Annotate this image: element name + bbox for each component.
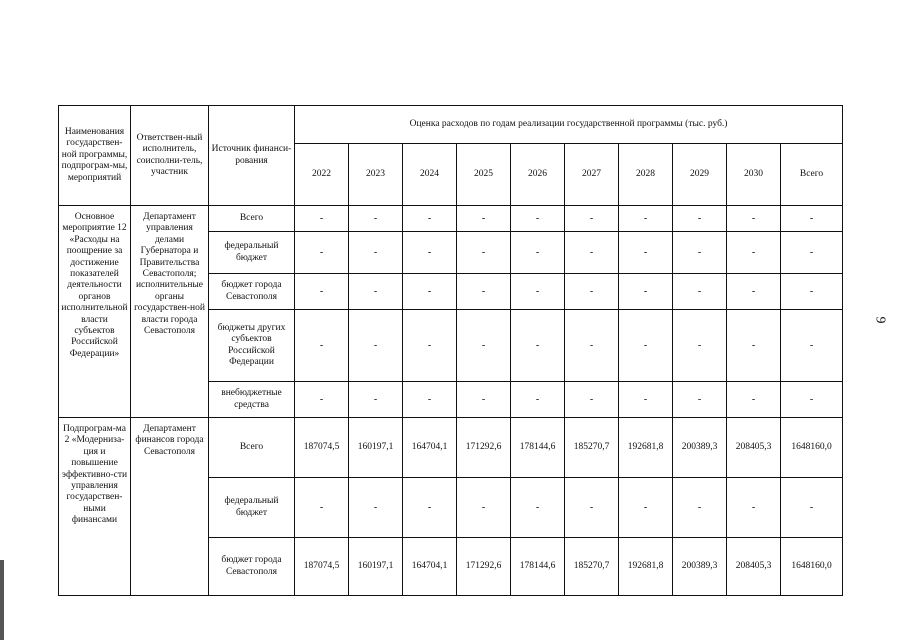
value-cell: - <box>673 478 727 538</box>
year-header: 2027 <box>565 144 619 206</box>
value-cell: - <box>349 382 403 418</box>
value-cell: - <box>727 478 781 538</box>
value-cell: 178144,6 <box>511 538 565 596</box>
source-cell: бюджет города Севастополя <box>209 274 295 310</box>
value-cell: - <box>403 274 457 310</box>
value-cell: - <box>565 206 619 232</box>
value-cell: - <box>673 310 727 382</box>
year-header: 2028 <box>619 144 673 206</box>
page-number: 9 <box>872 316 888 324</box>
value-cell: - <box>295 232 349 274</box>
source-cell: федеральный бюджет <box>209 232 295 274</box>
value-cell: - <box>295 382 349 418</box>
value-cell: - <box>619 478 673 538</box>
value-cell: - <box>511 206 565 232</box>
value-cell: - <box>565 310 619 382</box>
source-cell: Всего <box>209 418 295 478</box>
value-cell: 171292,6 <box>457 418 511 478</box>
value-cell: - <box>673 382 727 418</box>
value-cell: - <box>781 478 843 538</box>
responsible-cell: Департамент управления делами Губернатора и Правительства Севастополя; исполнительные органы государствен-ной власти города Севастополя <box>131 206 209 418</box>
value-cell: - <box>565 232 619 274</box>
year-header: 2030 <box>727 144 781 206</box>
value-cell: - <box>295 206 349 232</box>
year-header: 2024 <box>403 144 457 206</box>
item-name-cell: Основное мероприятие 12 «Расходы на поощрение за достижение показателей деятельности органов исполнительной власти субъектов Российской Федерации» <box>59 206 131 418</box>
year-header: 2026 <box>511 144 565 206</box>
value-cell: 187074,5 <box>295 418 349 478</box>
value-cell: 1648160,0 <box>781 538 843 596</box>
table-row <box>59 206 843 232</box>
value-cell: - <box>565 274 619 310</box>
value-cell: - <box>673 274 727 310</box>
value-cell: - <box>727 206 781 232</box>
value-cell: - <box>511 274 565 310</box>
value-cell: - <box>511 232 565 274</box>
source-cell: бюджет города Севастополя <box>209 538 295 596</box>
value-cell: - <box>781 310 843 382</box>
value-cell: - <box>457 310 511 382</box>
value-cell: - <box>781 382 843 418</box>
value-cell: 187074,5 <box>295 538 349 596</box>
value-cell: - <box>349 232 403 274</box>
value-cell: 164704,1 <box>403 538 457 596</box>
value-cell: 178144,6 <box>511 418 565 478</box>
value-cell: 200389,3 <box>673 418 727 478</box>
value-cell: - <box>673 206 727 232</box>
source-cell: федеральный бюджет <box>209 478 295 538</box>
value-cell: - <box>457 274 511 310</box>
year-header: Всего <box>781 144 843 206</box>
value-cell: - <box>403 206 457 232</box>
header-estimate: Оценка расходов по годам реализации государственной программы (тыс. руб.) <box>295 106 843 144</box>
value-cell: 1648160,0 <box>781 418 843 478</box>
value-cell: - <box>727 382 781 418</box>
year-header: 2023 <box>349 144 403 206</box>
table-body <box>59 206 843 596</box>
source-cell: внебюджетные средства <box>209 382 295 418</box>
value-cell: - <box>349 274 403 310</box>
value-cell: - <box>727 274 781 310</box>
value-cell: - <box>511 310 565 382</box>
item-name-cell: Подпрограм-ма 2 «Модерниза-ция и повышение эффективно-сти управления государствен-ными финансами <box>59 418 131 596</box>
responsible-cell: Департамент финансов города Севастополя <box>131 418 209 596</box>
value-cell: 185270,7 <box>565 538 619 596</box>
value-cell: - <box>403 310 457 382</box>
header-responsible: Ответствен-ный исполнитель, соисполни-тель, участник <box>131 106 209 206</box>
value-cell: 164704,1 <box>403 418 457 478</box>
value-cell: - <box>619 382 673 418</box>
value-cell: - <box>295 310 349 382</box>
value-cell: 171292,6 <box>457 538 511 596</box>
value-cell: 200389,3 <box>673 538 727 596</box>
value-cell: - <box>673 232 727 274</box>
value-cell: - <box>511 478 565 538</box>
value-cell: 185270,7 <box>565 418 619 478</box>
value-cell: - <box>295 274 349 310</box>
value-cell: - <box>619 310 673 382</box>
budget-table <box>58 105 843 596</box>
value-cell: - <box>565 382 619 418</box>
value-cell: - <box>457 232 511 274</box>
value-cell: - <box>727 310 781 382</box>
value-cell: - <box>781 206 843 232</box>
value-cell: - <box>619 232 673 274</box>
value-cell: 192681,8 <box>619 538 673 596</box>
header-row-top <box>59 106 843 144</box>
source-cell: бюджеты других субъектов Российской Федерации <box>209 310 295 382</box>
value-cell: - <box>349 206 403 232</box>
value-cell: - <box>565 478 619 538</box>
value-cell: - <box>349 310 403 382</box>
value-cell: - <box>403 382 457 418</box>
value-cell: 160197,1 <box>349 418 403 478</box>
value-cell: - <box>403 232 457 274</box>
value-cell: 160197,1 <box>349 538 403 596</box>
value-cell: - <box>781 232 843 274</box>
value-cell: - <box>457 382 511 418</box>
header-name: Наименования государствен-ной программы, подпрограм-мы, мероприятий <box>59 106 131 206</box>
header-source: Источник финанси-рования <box>209 106 295 206</box>
value-cell: - <box>619 206 673 232</box>
value-cell: - <box>457 206 511 232</box>
value-cell: 192681,8 <box>619 418 673 478</box>
value-cell: - <box>727 232 781 274</box>
year-header: 2022 <box>295 144 349 206</box>
value-cell: - <box>295 478 349 538</box>
year-header: 2025 <box>457 144 511 206</box>
table-row <box>59 418 843 478</box>
value-cell: - <box>457 478 511 538</box>
source-cell: Всего <box>209 206 295 232</box>
value-cell: 208405,3 <box>727 538 781 596</box>
value-cell: 208405,3 <box>727 418 781 478</box>
value-cell: - <box>619 274 673 310</box>
value-cell: - <box>349 478 403 538</box>
value-cell: - <box>511 382 565 418</box>
value-cell: - <box>781 274 843 310</box>
scan-edge-mark <box>0 560 4 640</box>
value-cell: - <box>403 478 457 538</box>
year-header: 2029 <box>673 144 727 206</box>
